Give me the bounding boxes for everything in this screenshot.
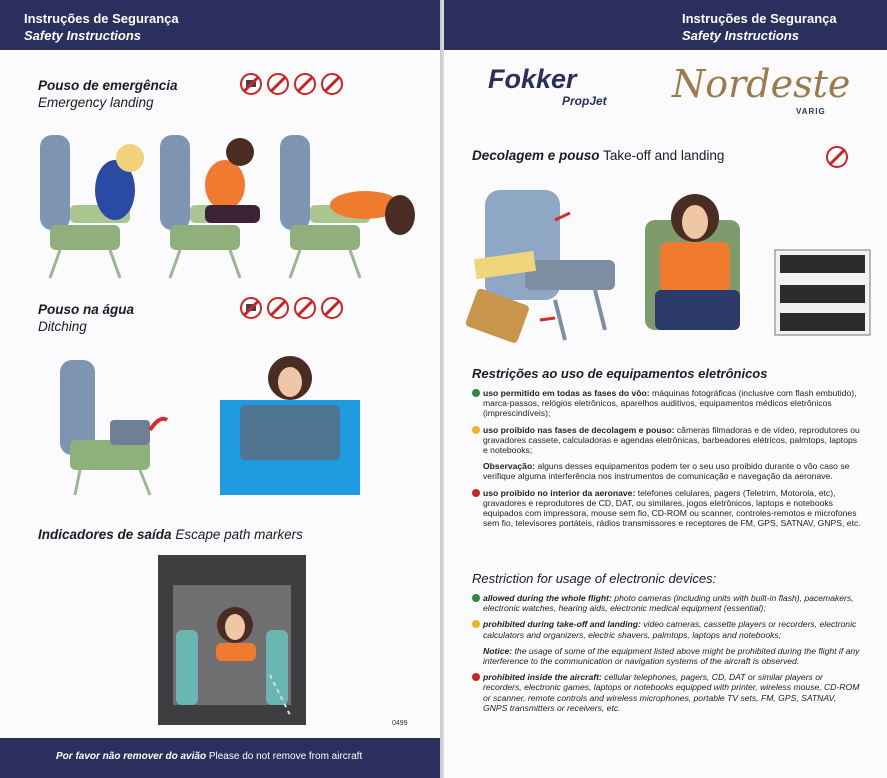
header-title-pt: Instruções de Segurança [682,11,837,26]
takeoff-landing-title: Decolagem e pouso Take-off and landing [472,148,725,163]
fokker-logo: Fokker [488,64,577,94]
no-glasses-icon [294,73,316,95]
restrictions-title-pt: Restrições ao uso de equipamentos eletrônicos [472,366,768,381]
restrictions-list-en [472,593,862,719]
right-header [444,0,887,50]
header-title-pt: Instruções de Segurança [24,11,179,26]
takeoff-prohibition-icons [826,146,848,168]
left-header [0,0,440,50]
footer-note-pt: Por favor não remover do avião [56,751,207,762]
status-dot [472,673,480,681]
restriction-item: allowed during the whole flight: photo cameras (including units with built-in flash), pacemakers, electronic watches, hearing aids, electronic medical equipment (essential); [472,593,862,613]
ditching-title: Pouso na água Ditching [38,302,135,334]
restriction-note: Observação: alguns desses equipamentos podem ter o seu uso proibido durante o vôo caso se verifique alguma interferência nos instrumentos de comunicação e navegação da aeronave. [483,461,850,482]
emergency-prohibition-icons [240,73,343,95]
restriction-item: prohibited during take-off and landing: video cameras, cassette players or recorders, electronic calculators and organizers, electric shavers, palmtops, laptops and notebooks; [472,619,862,639]
status-dot [472,594,480,602]
varig-label: VARIG [796,107,826,116]
escape-path-illustration [158,555,306,725]
escape-markers-title: Indicadores de saída Escape path markers [38,527,303,542]
no-baggage-icon [240,73,262,95]
left-card [0,0,442,778]
restrictions-title-en: Restriction for usage of electronic devices: [472,571,717,586]
nordeste-logo: Nordeste [672,62,851,106]
header-title-en: Safety Instructions [24,28,142,43]
no-smoking-icon [826,146,848,168]
restriction-note: Notice: the usage of some of the equipment listed above might be prohibited during the flight if any interference to the communication or navigation systems of the aircraft is observed. [483,645,860,667]
card-code: 0499 [392,720,408,727]
brace-position-illustration [30,120,420,285]
restriction-item: uso permitido em todas as fases do vôo: máquinas fotográficas (inclusive com flash embutido), marca-passos, relógios eletrônicos, aparelhos auditivos, equipamentos médicos eletrônicos (imprescindíveis); [472,388,862,419]
footer-note-en: Please do not remove from aircraft [208,751,363,762]
no-shoes-icon [267,73,289,95]
ditching-prohibition-icons [240,297,343,319]
propjet-label: PropJet [562,94,607,108]
header-title-en: Safety Instructions [682,28,800,43]
no-smoking-icon [321,297,343,319]
status-dot [472,489,480,497]
status-dot [472,389,480,397]
restriction-item: uso proibido no interior da aeronave: telefones celulares, pagers (Teletrim, Motorola, etc), gravadores e reprodutores de CD, DAT, ou similares, jogos eletrônicos, laptops e notebooks equipados com impressora, mouse sem fio, CD-ROM ou scanner, controles-remotos e microfones sem fio, televisores portáteis, rádios transmissores e receptores de FM, GPS, SATNAV, GNPS, etc. [472,488,862,529]
left-footer [0,738,440,778]
no-baggage-icon [240,297,262,319]
emergency-landing-title: Pouso de emergência Emergency landing [38,78,178,110]
takeoff-landing-illustration [455,180,875,350]
no-smoking-icon [321,73,343,95]
no-shoes-icon [267,297,289,319]
status-dot [472,426,480,434]
ditching-illustration [55,350,365,500]
restrictions-list-pt [472,388,862,534]
restriction-item: prohibited inside the aircraft: cellular telephones, pagers, CD, DAT or similar players or recorders, electronic games, laptops or notebooks equipped with printer, wireless mouse, CD-ROM or scanner, remote controls and wireless microphones, portable TV sets, FM, GPS, SATNAV, GNPS transmitters or receivers, etc. [472,672,862,713]
status-dot [472,620,480,628]
no-glasses-icon [294,297,316,319]
restriction-item: uso proibido nas fases de decolagem e pouso: câmeras filmadoras e de vídeo, reprodutores ou gravadores cassete, calculadoras e agendas eletrônicas, barbeadores elétricos, palmtops, laptops e notebooks; [472,425,862,456]
